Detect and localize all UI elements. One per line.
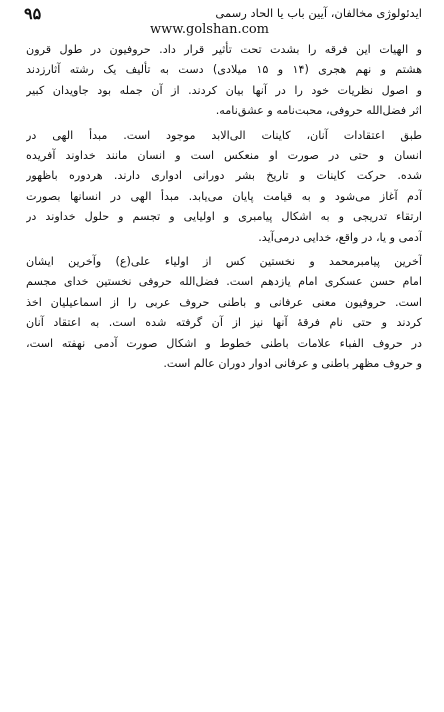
running-title: ایدئولوژی مخالفان، آیین باب یا الحاد رسمی — [215, 6, 422, 20]
text-line: ارتقاء تدریجی و به اشکال پیامبری و اولیایی و تجسم و حلول خداوند در — [26, 210, 422, 224]
text-line: آدمی و یا، در واقع، خدایی درمی‌آید. — [258, 230, 422, 244]
paragraph-2 — [26, 126, 422, 248]
text-line: انسان و حتی در صورت او منعکس است و انسان مانند خداوند آفریده — [26, 149, 422, 163]
text-line: و حروف مظهر باطنی و عرفانی ادوار دوران عالم است. — [163, 357, 422, 371]
text-line: امام حسن عسکری امام یازدهم است. فضل‌الله حروفی نخستین خدای مجسم — [26, 275, 422, 289]
text-line: آدم آغاز می‌شود و به قیامت پایان می‌یابد. مبدأ الهی در انسانها بصورت — [26, 189, 422, 203]
text-line: طبق اعتقادات آنان، کاینات الی‌الابد موجود است. مبدأ الهی در — [26, 128, 422, 142]
text-line: کردند و حتی نام فرقهٔ آنها نیز از آن گرفته شده است. به اعتقاد آنان — [26, 316, 422, 330]
website-watermark: www.golshan.com — [150, 22, 270, 37]
paragraph-1 — [26, 40, 422, 122]
text-line: در حروف الفباء علامات باطنی خطوط و اشکال صورت آدمی نهفته است، — [26, 336, 422, 350]
text-line: آخرین پیامبرمحمد و نخستین کس از اولیاء علی(ع) وآخرین ایشان — [26, 255, 422, 269]
page-number: ۹۵ — [24, 4, 42, 23]
paragraph-3 — [26, 252, 422, 374]
text-line: هشتم و نهم هجری (۱۴ و ۱۵ میلادی) دست به تألیف یک رشته آثارزدند — [26, 63, 422, 77]
text-line: اثر فضل‌الله حروفی، محبت‌نامه و عشق‌نامه. — [215, 104, 422, 118]
text-line: شده. حرکت کاینات و تاریخ بشر دورانی ادواری دارند. هردوره باظهور — [26, 169, 422, 183]
body-text — [26, 40, 422, 375]
text-line: و اصول نظریات خود را در آنها بیان کردند. از آن جمله بود جاویدان کبیر — [26, 83, 422, 97]
text-line: و الهیات این فرقه را بشدت تحت تأثیر قرار داد. حروفیون در طول قرون — [26, 43, 422, 56]
text-line: است. حروفیون معنی عرفانی و باطنی حروف عربی را از اسماعیلیان اخذ — [26, 295, 422, 309]
